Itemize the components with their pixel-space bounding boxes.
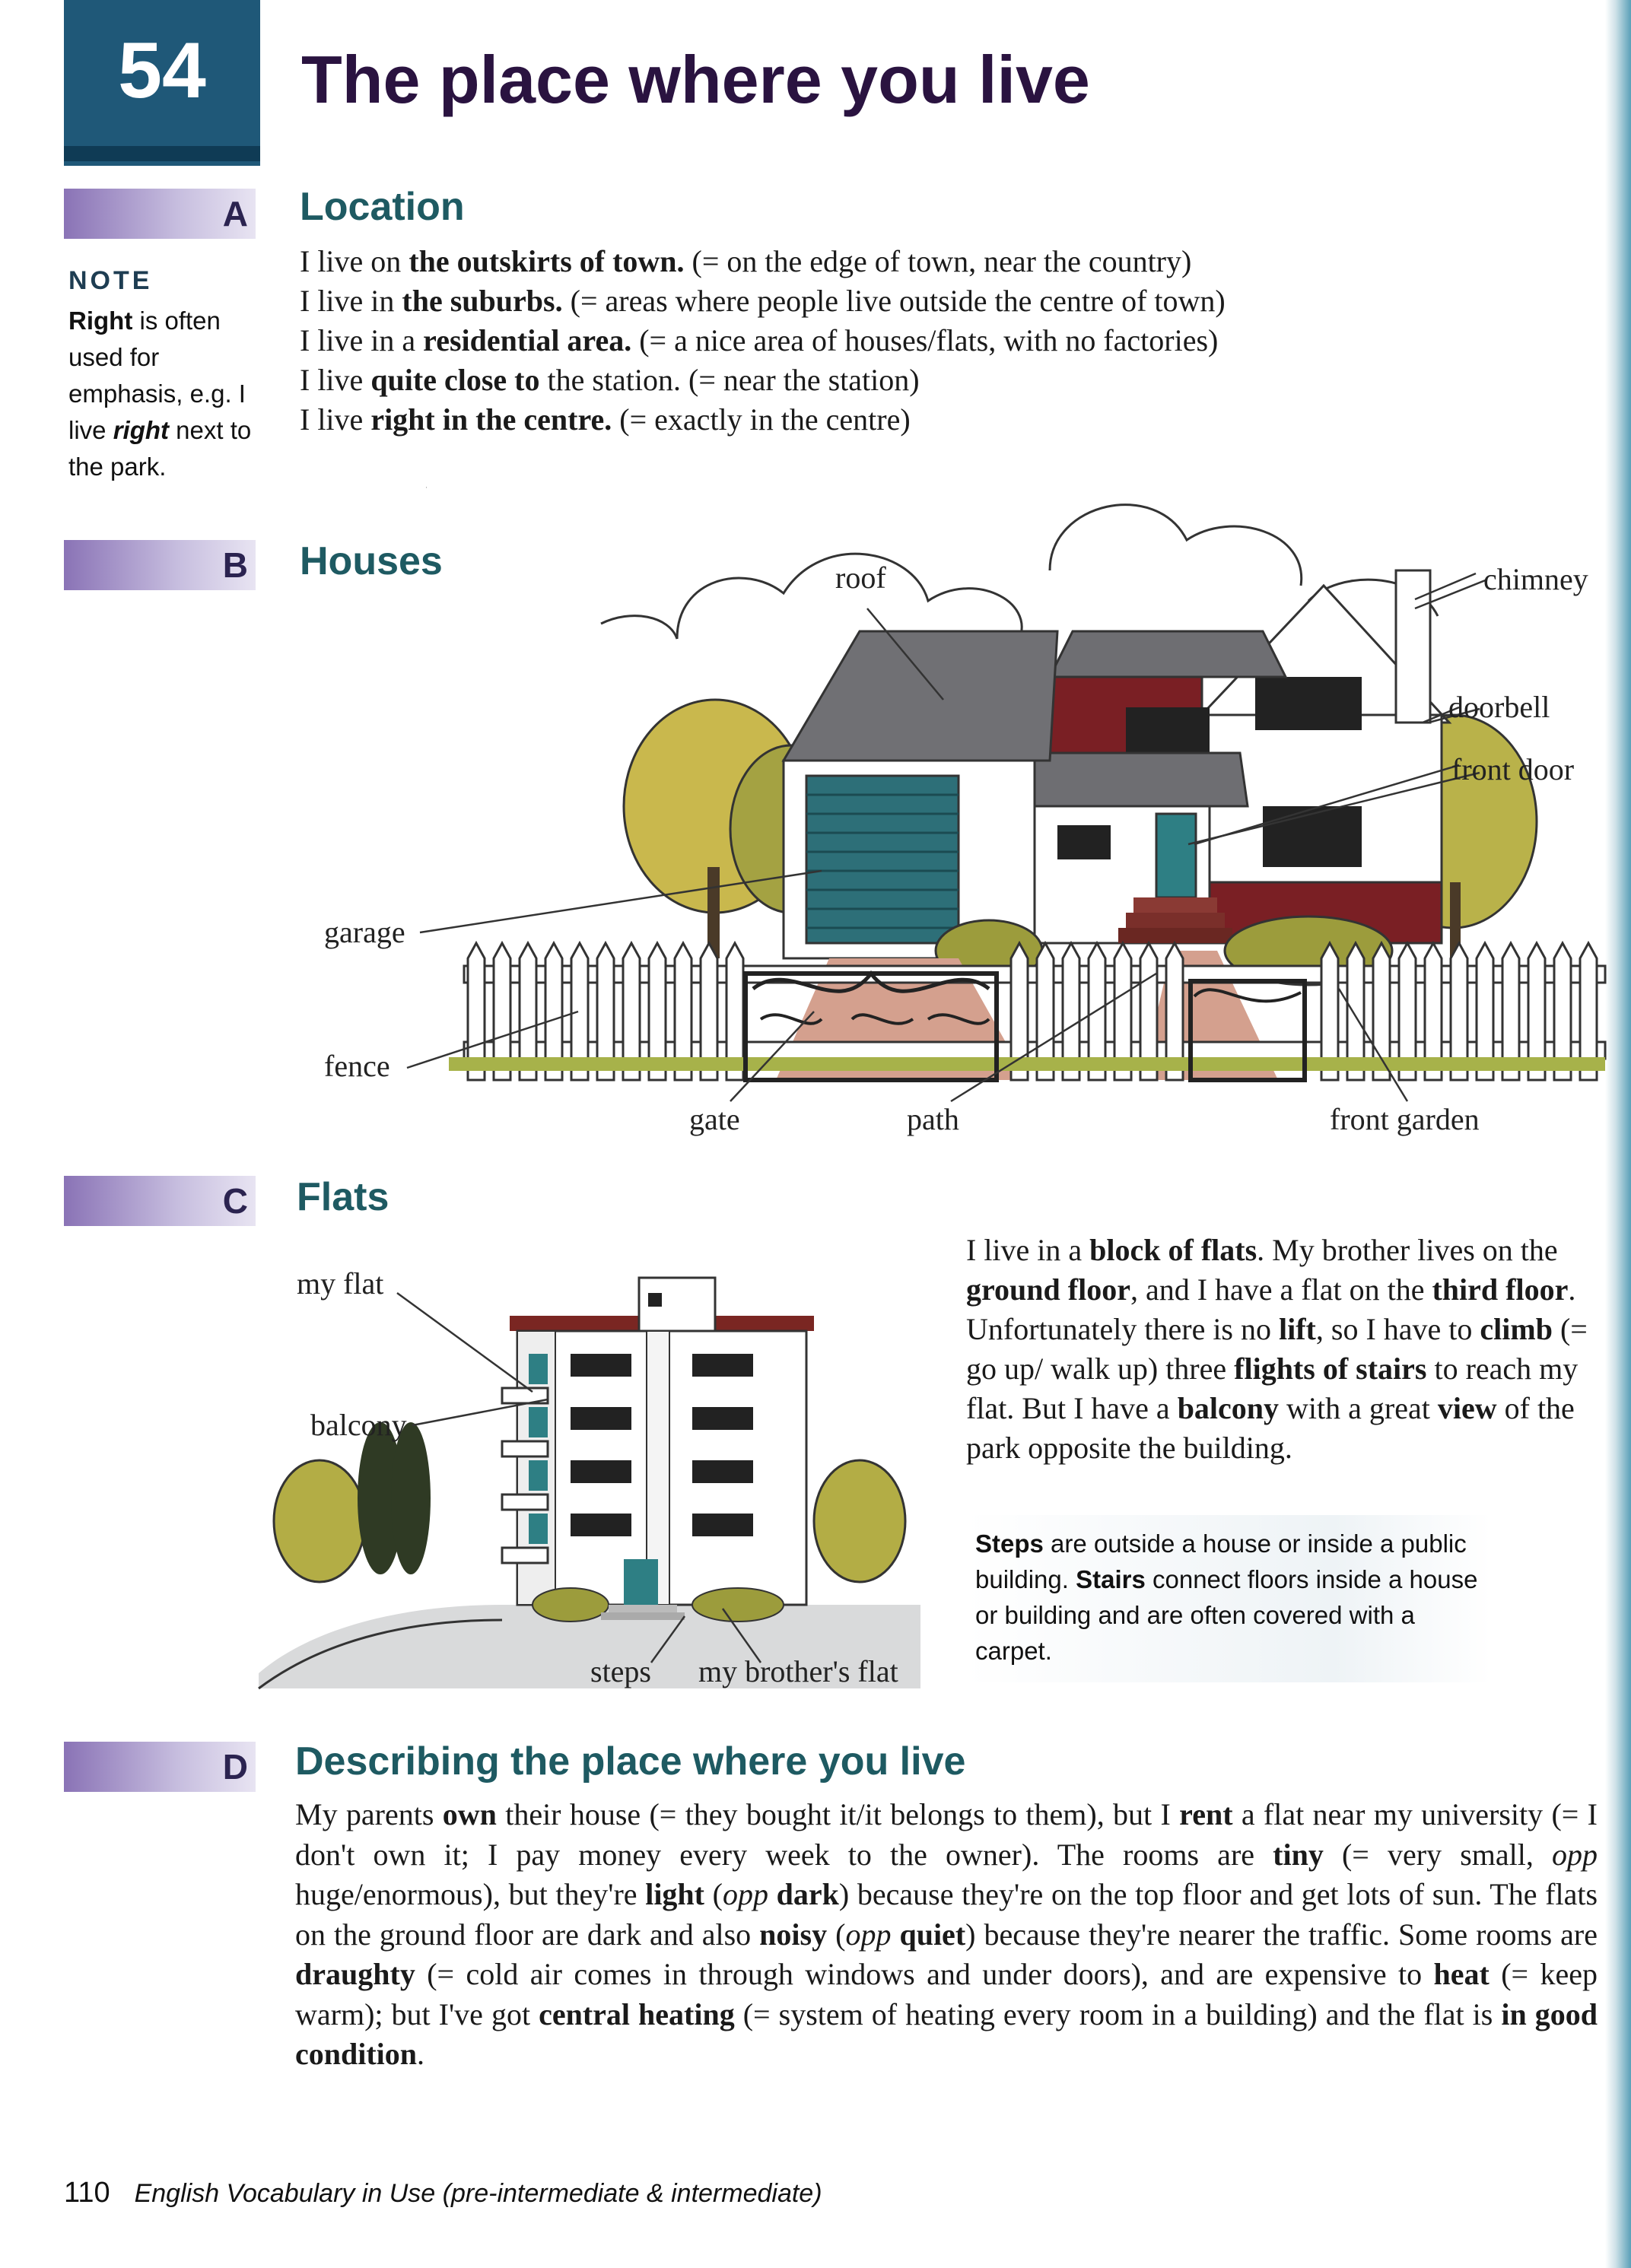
note-text-part: next to the park.: [68, 416, 252, 481]
unit-number: 54: [118, 27, 206, 115]
location-line: I live on the outskirts of town. (= on the edge of town, near the country): [300, 244, 1192, 278]
label-steps: steps: [590, 1654, 651, 1688]
label-chimney: chimney: [1483, 562, 1588, 596]
section-letter-b: B: [222, 545, 248, 585]
note-text-part: is often used for emphasis, e.g. I live: [68, 307, 246, 444]
page-footer: [64, 2177, 822, 2209]
label-roof: roof: [835, 561, 886, 595]
label-garage: garage: [324, 915, 405, 949]
section-marker-d: [64, 1742, 256, 1792]
label-doorbell: doorbell: [1448, 690, 1550, 724]
label-my-flat: my flat: [297, 1266, 384, 1301]
page-title: The place where you live: [301, 42, 1090, 117]
label-fence: fence: [324, 1049, 390, 1083]
book-title: English Vocabulary in Use (pre-intermediate & intermediate): [134, 2179, 822, 2208]
location-line: I live in the suburbs. (= areas where people live outside the centre of town): [300, 284, 1226, 318]
section-letter-a: A: [222, 194, 248, 233]
section-title-flats: Flats: [297, 1175, 389, 1219]
section-letter-c: C: [222, 1181, 248, 1221]
label-front-door: front door: [1451, 752, 1575, 786]
label-balcony: balcony: [310, 1408, 407, 1442]
note-bold-right-example: right: [113, 416, 170, 444]
label-gate: gate: [689, 1102, 740, 1136]
label-my-brothers-flat: my brother's flat: [698, 1654, 898, 1688]
location-line: I live in a residential area. (= a nice area of houses/flats, with no factories): [300, 323, 1219, 357]
section-title-location: Location: [300, 185, 465, 229]
flats-paragraph: I live in a block of flats. My brother lives on the ground floor, and I have a flat on the third floor. Unfortunately there is no lift, so I have to climb (= go up/ walk up) three flights of stairs to reach my flat. But I have a balcony with a great view of the park opposite the building.: [966, 1233, 1588, 1465]
page-number: 110: [64, 2177, 110, 2209]
label-path: path: [907, 1102, 959, 1136]
flats-note-text: Steps are outside a house or inside a public building. Stairs connect floors inside a house or building and are often covered with a carpet.: [975, 1529, 1478, 1665]
location-line: I live quite close to the station. (= near the station): [300, 363, 920, 397]
label-front-garden: front garden: [1330, 1102, 1480, 1136]
section-letter-d: D: [222, 1747, 248, 1787]
note-label: NOTE: [68, 266, 153, 295]
section-title-describing: Describing the place where you live: [295, 1739, 966, 1784]
describing-paragraph: My parents own their house (= they bought it/it belongs to them), but I rent a flat near my university (= I don't own it; I pay money every week to the owner). The rooms are tiny (= very small, opp huge/enormous), but they're light (opp dark) because they're on the top floor and get lots of sun. The flats on the ground floor are dark and also noisy (opp quiet) because they're nearer the traffic. Some rooms are draughty (= cold air comes in through windows and under doors), and are expensive to heat (= keep warm); but I've got central heating (= system of heating every room in a building) and the flat is in good condition.: [295, 1797, 1598, 2071]
section-title-houses: Houses: [300, 539, 443, 583]
location-line: I live right in the centre. (= exactly in the centre): [300, 402, 911, 437]
note-bold-right: Right: [68, 307, 133, 335]
